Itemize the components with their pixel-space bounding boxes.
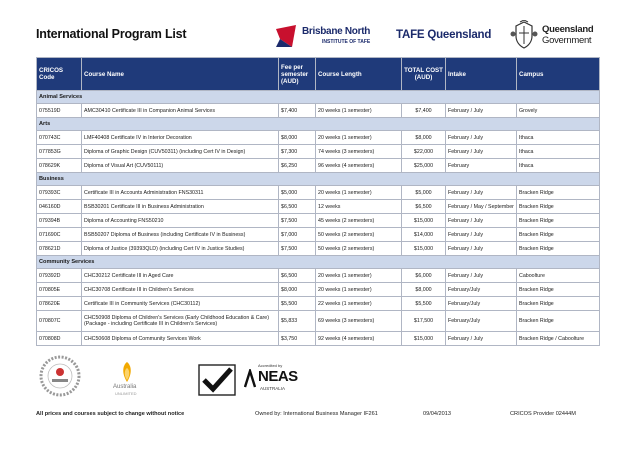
cell-course: Diploma of Accounting FNS50210 [82, 214, 279, 228]
cell-cricos: 046160D [37, 200, 82, 214]
government-text: Government [542, 35, 592, 46]
cell-fee: $8,000 [279, 283, 316, 297]
cell-campus: Ithaca [517, 145, 600, 159]
cell-cricos: 079394B [37, 214, 82, 228]
neas-accredited-text: Accredited by [258, 363, 283, 368]
cell-length: 20 weeks (1 semester) [316, 104, 402, 118]
cell-fee: $8,000 [279, 131, 316, 145]
table-row [37, 186, 600, 200]
cell-cricos: 079392D [37, 269, 82, 283]
cell-campus: Bracken Ridge [517, 283, 600, 297]
cell-intake: February / July [446, 214, 517, 228]
header-course: Course Name [82, 58, 279, 91]
cell-intake: February / July [446, 145, 517, 159]
cell-fee: $3,750 [279, 332, 316, 346]
cell-length: 74 weeks (3 semesters) [316, 145, 402, 159]
footer-disclaimer: All prices and courses subject to change without notice [36, 411, 185, 417]
cell-fee: $7,300 [279, 145, 316, 159]
table-row [37, 145, 600, 159]
cell-fee: $6,500 [279, 269, 316, 283]
cell-total: $15,000 [402, 214, 446, 228]
category-label: Business [37, 173, 600, 186]
cell-intake: February/July [446, 283, 517, 297]
queensland-government-logo [510, 20, 610, 56]
table-row [37, 269, 600, 283]
category-row [37, 118, 600, 131]
cell-total: $8,000 [402, 283, 446, 297]
cell-course: BSB50207 Diploma of Business (including Certificate IV in Business) [82, 228, 279, 242]
checkmark-badge-icon [198, 364, 236, 396]
category-label: Community Services [37, 256, 600, 269]
footer-provider: CRICOS Provider 02444M [510, 411, 576, 417]
cell-campus: Bracken Ridge [517, 242, 600, 256]
cell-course: AMC30410 Certificate III in Companion Animal Services [82, 104, 279, 118]
header-intake: Intake [446, 58, 517, 91]
cell-total: $14,000 [402, 228, 446, 242]
cell-fee: $7,400 [279, 104, 316, 118]
australia-text: Australia [113, 384, 137, 390]
cell-course: CHC50608 Diploma of Community Services Work [82, 332, 279, 346]
cell-cricos: 070743C [37, 131, 82, 145]
cell-length: 69 weeks (3 semesters) [316, 311, 402, 332]
cell-total: $6,500 [402, 200, 446, 214]
cell-intake: February / July [446, 332, 517, 346]
cell-course: Diploma of Graphic Design (CUV50311) (including Cert IV in Design) [82, 145, 279, 159]
table-row [37, 242, 600, 256]
cell-campus: Bracken Ridge [517, 186, 600, 200]
cell-length: 20 weeks (1 semester) [316, 283, 402, 297]
neas-logo [244, 363, 316, 395]
cell-fee: $5,000 [279, 186, 316, 200]
category-row [37, 256, 600, 269]
cell-intake: February/July [446, 297, 517, 311]
cell-fee: $7,000 [279, 228, 316, 242]
cell-cricos: 078620E [37, 297, 82, 311]
accreditation-badges [36, 352, 636, 402]
cell-total: $5,000 [402, 186, 446, 200]
cell-cricos: 071690C [37, 228, 82, 242]
cell-campus: Bracken Ridge [517, 214, 600, 228]
table-row [37, 159, 600, 173]
neas-sub-text: AUSTRALIA [260, 386, 286, 391]
cell-length: 50 weeks (2 semesters) [316, 228, 402, 242]
footer-owner: Owned by: International Business Manager IF261 [255, 411, 378, 417]
brisbane-north-logo [274, 24, 384, 50]
table-row [37, 283, 600, 297]
cell-intake: February / July [446, 186, 517, 200]
cell-course: Diploma of Visual Art (CUV50111) [82, 159, 279, 173]
cell-length: 45 weeks (2 semesters) [316, 214, 402, 228]
header-total: TOTAL COST (AUD) [402, 58, 446, 91]
cell-intake: February / May / September [446, 200, 517, 214]
cell-total: $15,000 [402, 332, 446, 346]
cell-course: Diploma of Justice (39393QLD) (including Cert IV in Justice Studies) [82, 242, 279, 256]
document-title: International Program List [36, 27, 187, 41]
cell-cricos: 070808D [37, 332, 82, 346]
cell-total: $15,000 [402, 242, 446, 256]
cell-length: 20 weeks (1 semester) [316, 131, 402, 145]
cell-fee: $7,500 [279, 242, 316, 256]
table-row [37, 214, 600, 228]
header-campus: Campus [517, 58, 600, 91]
cell-cricos: 070805E [37, 283, 82, 297]
cell-cricos: 075519D [37, 104, 82, 118]
cell-cricos: 077853G [37, 145, 82, 159]
cell-cricos: 079393C [37, 186, 82, 200]
neas-mark-icon [244, 369, 256, 389]
australia-unlimited-icon [104, 360, 150, 384]
cell-course: CHC30708 Certificate III in Children's Services [82, 283, 279, 297]
brisbane-north-name: Brisbane North [302, 26, 371, 37]
table-row [37, 104, 600, 118]
cell-total: $8,000 [402, 131, 446, 145]
cell-total: $17,500 [402, 311, 446, 332]
unlimited-text: UNLIMITED [115, 391, 137, 396]
tafe-queensland-logo: TAFE Queensland [396, 29, 492, 41]
cell-length: 92 weeks (4 semesters) [316, 332, 402, 346]
cell-cricos: 078629K [37, 159, 82, 173]
quality-certification-icon [39, 355, 81, 397]
cell-fee: $5,500 [279, 297, 316, 311]
cell-total: $22,000 [402, 145, 446, 159]
cell-intake: February / July [446, 269, 517, 283]
cell-intake: February [446, 159, 517, 173]
cell-intake: February / July [446, 228, 517, 242]
neas-text: NEAS [258, 368, 298, 385]
cell-intake: February / July [446, 131, 517, 145]
header-length: Course Length [316, 58, 402, 91]
table-row [37, 228, 600, 242]
table-row [37, 297, 600, 311]
cell-cricos: 070807C [37, 311, 82, 332]
queensland-crest-icon [510, 20, 538, 50]
cell-length: 50 weeks (2 semesters) [316, 242, 402, 256]
cell-intake: February / July [446, 242, 517, 256]
cell-course: CHC30212 Certificate III in Aged Care [82, 269, 279, 283]
cell-total: $7,400 [402, 104, 446, 118]
category-row [37, 173, 600, 186]
cell-course: LMF40408 Certificate IV in Interior Decoration [82, 131, 279, 145]
table-row [37, 200, 600, 214]
cell-campus: Ithaca [517, 159, 600, 173]
category-label: Animal Services [37, 91, 600, 104]
cell-length: 96 weeks (4 semesters) [316, 159, 402, 173]
brisbane-north-mark-icon [274, 25, 298, 47]
cell-length: 12 weeks [316, 200, 402, 214]
cell-intake: February / July [446, 104, 517, 118]
cell-length: 20 weeks (1 semester) [316, 269, 402, 283]
cell-campus: Bracken Ridge [517, 228, 600, 242]
table-row [37, 311, 600, 332]
cell-course: CHC50908 Diploma of Children's Services (Early Childhood Education & Care) (Package - including Certificate III in Children's Services) [82, 311, 279, 332]
cell-campus: Bracken Ridge [517, 297, 600, 311]
footer-date: 09/04/2013 [423, 411, 451, 417]
cell-fee: $6,500 [279, 200, 316, 214]
table-header-row [37, 58, 600, 91]
cell-campus: Bracken Ridge [517, 200, 600, 214]
table-row [37, 131, 600, 145]
cell-course: Certificate III in Accounts Administration FNS30311 [82, 186, 279, 200]
cell-campus: Bracken Ridge / Caboolture [517, 332, 600, 346]
category-label: Arts [37, 118, 600, 131]
cell-course: BSB30201 Certificate III in Business Administration [82, 200, 279, 214]
cell-length: 22 weeks (1 semester) [316, 297, 402, 311]
cell-campus: Caboolture [517, 269, 600, 283]
table-row [37, 332, 600, 346]
program-table [36, 57, 600, 346]
cell-campus: Ithaca [517, 131, 600, 145]
cell-campus: Grovely [517, 104, 600, 118]
cell-course: Certificate III in Community Services (CHC30112) [82, 297, 279, 311]
header-fee: Fee per semester (AUD) [279, 58, 316, 91]
cell-fee: $7,500 [279, 214, 316, 228]
cell-length: 20 weeks (1 semester) [316, 186, 402, 200]
cell-cricos: 078621D [37, 242, 82, 256]
cell-total: $5,500 [402, 297, 446, 311]
cell-fee: $5,833 [279, 311, 316, 332]
cell-intake: February/July [446, 311, 517, 332]
cell-total: $25,000 [402, 159, 446, 173]
australia-unlimited-logo [104, 360, 150, 400]
category-row [37, 91, 600, 104]
queensland-text: Queensland [542, 24, 594, 35]
brisbane-north-sub: INSTITUTE OF TAFE [322, 39, 371, 45]
cell-total: $6,000 [402, 269, 446, 283]
header-cricos: CRICOS Code [37, 58, 82, 91]
cell-campus: Bracken Ridge [517, 311, 600, 332]
cell-fee: $6,250 [279, 159, 316, 173]
